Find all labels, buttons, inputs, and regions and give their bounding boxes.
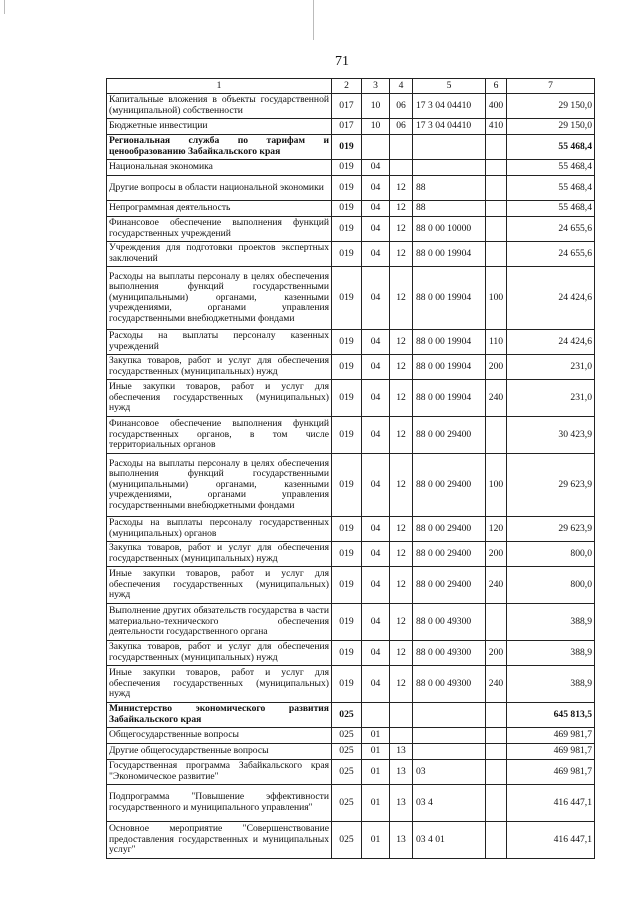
table-cell-name: Финансовое обеспечение выполнения функций государственных органов, в том числе территориальных органов [107,417,332,454]
table-cell-type: 400 [486,94,507,119]
table-cell-name: Расходы на выплаты персоналу в целях обеспечения выполнения функций государственными (муниципальными) органами, казенными учреждениями, органами управления государственными внебюджетными фондами [107,454,332,517]
table-cell-section: 04 [362,242,390,267]
table-cell-amount: 388,9 [507,666,595,703]
table-cell-target [413,160,486,176]
table-cell-name: Финансовое обеспечение выполнения функций государственных учреждений [107,217,332,242]
table-header-row [107,79,595,94]
table-cell-amount: 55 468,4 [507,201,595,217]
table-row [107,604,595,641]
table-cell-target [413,135,486,160]
table-cell-amount: 231,0 [507,380,595,417]
table-cell-subsection: 12 [390,517,413,542]
table-cell-subsection: 06 [390,94,413,119]
table-cell-code: 019 [332,641,362,666]
scan-fold-line [313,0,314,40]
column-header: 4 [390,79,413,94]
table-cell-code: 019 [332,160,362,176]
table-cell-name: Закупка товаров, работ и услуг для обеспечения государственных (муниципальных) нужд [107,542,332,567]
table-cell-type: 200 [486,542,507,567]
table-cell-type [486,822,507,859]
table-row [107,760,595,785]
table-cell-name: Непрограммная деятельность [107,201,332,217]
table-cell-type [486,160,507,176]
table-row [107,666,595,703]
table-cell-type: 100 [486,454,507,517]
table-cell-target: 88 0 00 29400 [413,454,486,517]
table-cell-amount: 24 424,6 [507,267,595,330]
table-cell-section [362,703,390,728]
table-cell-name: Государственная программа Забайкальского края "Экономическое развитие" [107,760,332,785]
table-cell-amount: 469 981,7 [507,728,595,744]
table-cell-subsection: 12 [390,355,413,380]
table-cell-target: 88 0 00 19904 [413,355,486,380]
table-cell-target: 88 0 00 29400 [413,417,486,454]
table-cell-subsection: 06 [390,119,413,135]
table-row [107,217,595,242]
table-row [107,567,595,604]
table-cell-code: 025 [332,703,362,728]
table-cell-type: 240 [486,567,507,604]
table-cell-type [486,242,507,267]
table-cell-code: 019 [332,567,362,604]
table-cell-section: 01 [362,785,390,822]
table-cell-code: 019 [332,517,362,542]
table-cell-subsection: 13 [390,760,413,785]
table-cell-subsection: 12 [390,176,413,201]
table-cell-target [413,744,486,760]
table-cell-code: 019 [332,242,362,267]
table-cell-amount: 416 447,1 [507,785,595,822]
table-cell-target: 88 0 00 29400 [413,567,486,604]
table-cell-amount: 231,0 [507,355,595,380]
table-row [107,330,595,355]
table-cell-code: 019 [332,380,362,417]
table-cell-section [362,135,390,160]
table-cell-target: 88 0 00 49300 [413,641,486,666]
table-cell-name: Национальная экономика [107,160,332,176]
table-cell-code: 025 [332,760,362,785]
table-cell-type: 410 [486,119,507,135]
table-row [107,417,595,454]
table-cell-subsection [390,160,413,176]
table-cell-subsection: 12 [390,330,413,355]
table-row [107,641,595,666]
table-row [107,517,595,542]
table-cell-section: 04 [362,542,390,567]
table-cell-target: 03 [413,760,486,785]
table-cell-code: 019 [332,355,362,380]
table-cell-amount: 24 655,6 [507,242,595,267]
table-cell-code: 025 [332,822,362,859]
table-cell-type: 240 [486,380,507,417]
table-cell-target: 88 0 00 10000 [413,217,486,242]
table-cell-amount: 24 424,6 [507,330,595,355]
table-cell-amount: 29 150,0 [507,119,595,135]
table-cell-section: 04 [362,417,390,454]
column-header: 3 [362,79,390,94]
table-cell-target: 88 0 00 49300 [413,604,486,641]
table-cell-subsection: 13 [390,744,413,760]
table-cell-name: Закупка товаров, работ и услуг для обеспечения государственных (муниципальных) нужд [107,641,332,666]
table-row [107,160,595,176]
table-cell-subsection [390,135,413,160]
table-cell-target: 88 0 00 19904 [413,267,486,330]
table-cell-type [486,604,507,641]
table-cell-target: 17 3 04 04410 [413,119,486,135]
table-cell-section: 10 [362,94,390,119]
table-row [107,119,595,135]
table-cell-amount: 800,0 [507,542,595,567]
table-cell-type: 240 [486,666,507,703]
table-cell-type [486,785,507,822]
table-cell-section: 01 [362,760,390,785]
table-row [107,242,595,267]
budget-table [106,78,595,859]
table-cell-name: Другие общегосударственные вопросы [107,744,332,760]
table-row [107,542,595,567]
table-row [107,201,595,217]
table-cell-subsection: 13 [390,822,413,859]
table-cell-subsection: 12 [390,666,413,703]
table-cell-code: 019 [332,542,362,567]
table-cell-target: 17 3 04 04410 [413,94,486,119]
table-row [107,785,595,822]
table-row [107,176,595,201]
table-cell-name: Закупка товаров, работ и услуг для обеспечения государственных (муниципальных) нужд [107,355,332,380]
table-cell-amount: 469 981,7 [507,744,595,760]
table-cell-subsection [390,728,413,744]
column-header: 6 [486,79,507,94]
table-cell-code: 025 [332,785,362,822]
table-cell-subsection: 12 [390,604,413,641]
table-cell-amount: 55 468,4 [507,176,595,201]
table-cell-target: 03 4 01 [413,822,486,859]
table-cell-amount: 55 468,4 [507,135,595,160]
table-cell-subsection: 12 [390,567,413,604]
table-cell-section: 04 [362,160,390,176]
table-cell-target: 88 [413,201,486,217]
table-cell-target: 88 0 00 19904 [413,330,486,355]
table-cell-section: 04 [362,355,390,380]
table-row [107,94,595,119]
table-cell-type [486,217,507,242]
table-cell-code: 019 [332,135,362,160]
table-cell-amount: 388,9 [507,641,595,666]
table-cell-section: 04 [362,330,390,355]
table-row [107,454,595,517]
table-cell-section: 10 [362,119,390,135]
scan-edge-mark [4,0,5,14]
table-cell-amount: 29 623,9 [507,517,595,542]
table-cell-type: 100 [486,267,507,330]
table-row [107,380,595,417]
table-cell-amount: 800,0 [507,567,595,604]
table-cell-amount: 645 813,5 [507,703,595,728]
table-cell-section: 04 [362,267,390,330]
table-row [107,703,595,728]
table-cell-code: 017 [332,94,362,119]
page-number: 71 [335,54,349,69]
table-cell-amount: 29 623,9 [507,454,595,517]
table-cell-subsection: 12 [390,542,413,567]
table-cell-code: 025 [332,744,362,760]
table-cell-code: 025 [332,728,362,744]
table-row [107,355,595,380]
table-cell-code: 019 [332,604,362,641]
table-cell-subsection: 13 [390,785,413,822]
table-cell-target [413,728,486,744]
table-row [107,135,595,160]
table-cell-section: 01 [362,728,390,744]
table-cell-name: Министерство экономического развития Забайкальского края [107,703,332,728]
table-cell-name: Расходы на выплаты персоналу казенных учреждений [107,330,332,355]
table-cell-target: 88 0 00 49300 [413,666,486,703]
table-cell-code: 019 [332,201,362,217]
table-cell-section: 04 [362,517,390,542]
table-cell-name: Иные закупки товаров, работ и услуг для обеспечения государственных (муниципальных) нужд [107,666,332,703]
table-cell-code: 017 [332,119,362,135]
table-cell-section: 04 [362,666,390,703]
table-cell-amount: 24 655,6 [507,217,595,242]
table-cell-code: 019 [332,176,362,201]
table-cell-name: Другие вопросы в области национальной экономики [107,176,332,201]
table-cell-name: Региональная служба по тарифам и ценообразованию Забайкальского края [107,135,332,160]
table-cell-code: 019 [332,330,362,355]
table-cell-section: 01 [362,822,390,859]
table-cell-section: 04 [362,176,390,201]
table-cell-type: 200 [486,355,507,380]
column-header: 7 [507,79,595,94]
table-cell-section: 01 [362,744,390,760]
table-cell-type [486,703,507,728]
table-cell-subsection: 12 [390,454,413,517]
table-cell-subsection [390,703,413,728]
table-cell-amount: 388,9 [507,604,595,641]
column-header: 1 [107,79,332,94]
table-cell-amount: 29 150,0 [507,94,595,119]
table-cell-target: 88 [413,176,486,201]
table-cell-type: 110 [486,330,507,355]
table-cell-subsection: 12 [390,380,413,417]
table-cell-code: 019 [332,666,362,703]
table-cell-code: 019 [332,217,362,242]
table-cell-name: Выполнение других обязательств государства в части материально-технического обеспечения деятельности государственного органа [107,604,332,641]
table-cell-name: Расходы на выплаты персоналу в целях обеспечения выполнения функций государственными (муниципальными) органами, казенными учреждениями, органами управления государственными внебюджетными фондами [107,267,332,330]
table-cell-type: 120 [486,517,507,542]
table-cell-name: Общегосударственные вопросы [107,728,332,744]
table-cell-section: 04 [362,201,390,217]
table-cell-subsection: 12 [390,417,413,454]
table-row [107,267,595,330]
table-cell-target [413,703,486,728]
table-cell-section: 04 [362,604,390,641]
table-cell-type [486,760,507,785]
table-cell-section: 04 [362,641,390,666]
table-cell-name: Иные закупки товаров, работ и услуг для обеспечения государственных (муниципальных) нужд [107,380,332,417]
column-header: 2 [332,79,362,94]
table-cell-code: 019 [332,267,362,330]
table-row [107,728,595,744]
table-cell-target: 88 0 00 29400 [413,542,486,567]
table-cell-amount: 55 468,4 [507,160,595,176]
table-cell-section: 04 [362,567,390,604]
table-cell-target: 88 0 00 29400 [413,517,486,542]
table-cell-type [486,176,507,201]
table-cell-name: Расходы на выплаты персоналу государственных (муниципальных) органов [107,517,332,542]
table-cell-amount: 416 447,1 [507,822,595,859]
table-cell-name: Основное мероприятие "Совершенствование предоставления государственных и муниципальных услуг" [107,822,332,859]
table-cell-code: 019 [332,417,362,454]
table-cell-target: 03 4 [413,785,486,822]
table-cell-amount: 30 423,9 [507,417,595,454]
table-row [107,744,595,760]
table-cell-type: 200 [486,641,507,666]
table-cell-target: 88 0 00 19904 [413,380,486,417]
table-cell-target: 88 0 00 19904 [413,242,486,267]
table-cell-type [486,417,507,454]
table-cell-name: Капитальные вложения в объекты государственной (муниципальной) собственности [107,94,332,119]
table-cell-section: 04 [362,454,390,517]
table-cell-code: 019 [332,454,362,517]
table-cell-name: Бюджетные инвестиции [107,119,332,135]
table-cell-type [486,744,507,760]
table-cell-subsection: 12 [390,201,413,217]
table-cell-subsection: 12 [390,641,413,666]
table-cell-subsection: 12 [390,267,413,330]
table-cell-subsection: 12 [390,242,413,267]
table-cell-section: 04 [362,217,390,242]
table-cell-type [486,135,507,160]
column-header: 5 [413,79,486,94]
table-cell-subsection: 12 [390,217,413,242]
table-cell-amount: 469 981,7 [507,760,595,785]
table-cell-type [486,201,507,217]
table-cell-name: Иные закупки товаров, работ и услуг для обеспечения государственных (муниципальных) нужд [107,567,332,604]
table-row [107,822,595,859]
table-cell-type [486,728,507,744]
table-cell-name: Подпрограмма "Повышение эффективности государственного и муниципального управления" [107,785,332,822]
table-cell-name: Учреждения для подготовки проектов экспертных заключений [107,242,332,267]
table-cell-section: 04 [362,380,390,417]
